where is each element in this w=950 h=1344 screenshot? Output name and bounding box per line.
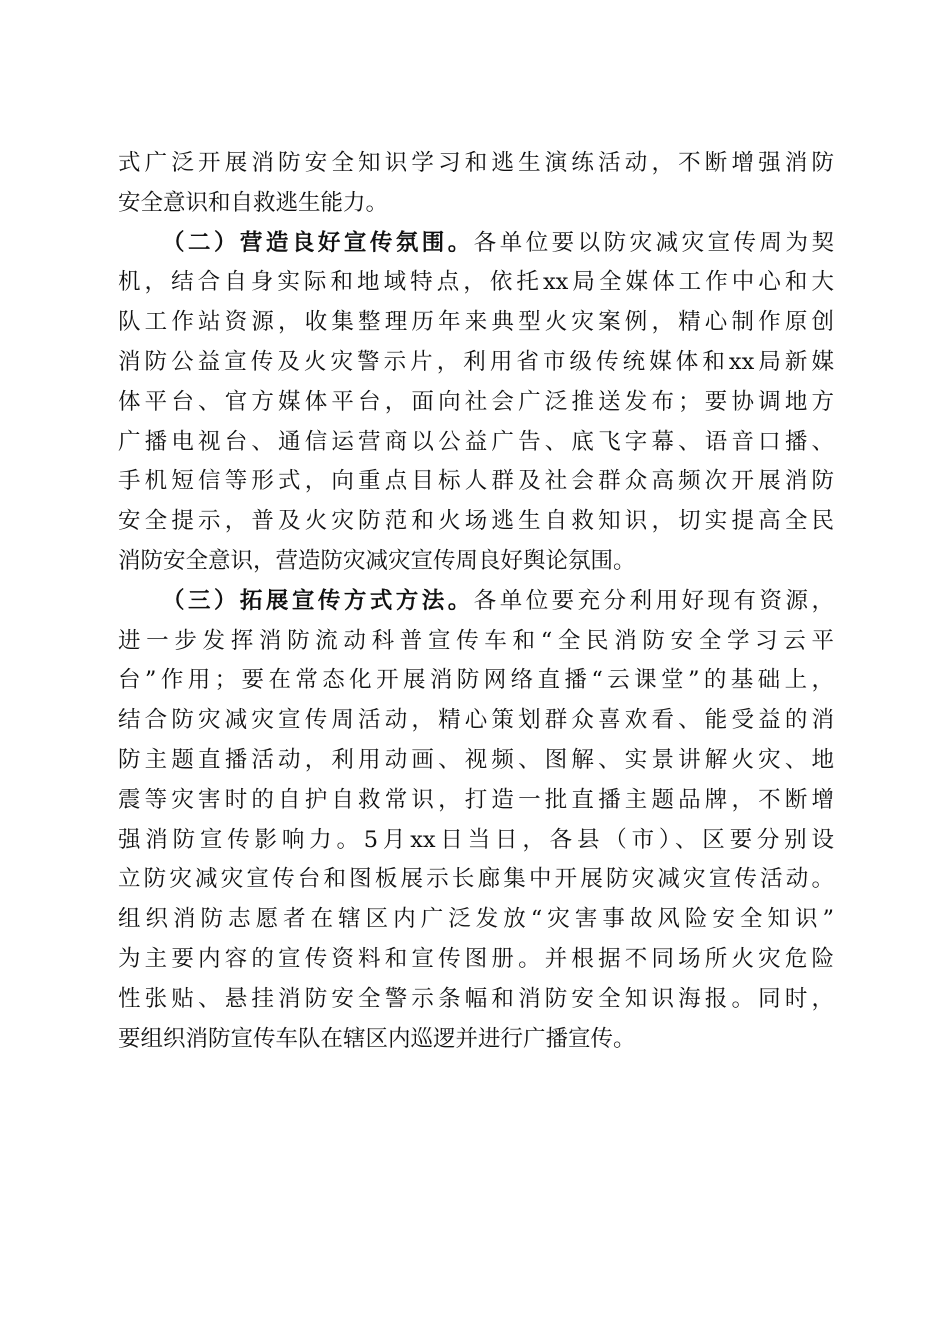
text-line: 性张贴、悬挂消防安全警示条幅和消防安全知识海报。同时， <box>118 985 834 1012</box>
text-run: 各单位要以防灾减灾宣传周为契 <box>473 229 834 256</box>
text-line: 结合防灾减灾宣传周活动，精心策划群众喜欢看、能受益的消 <box>118 707 834 734</box>
paragraph-section-3 <box>118 582 834 1060</box>
text-line: 震等灾害时的自护自救常识，打造一批直播主题品牌，不断增 <box>118 786 834 813</box>
text-line: 机，结合自身实际和地域特点，依托xx局全媒体工作中心和大 <box>118 269 834 296</box>
text-line-first <box>118 224 834 264</box>
section-heading: （三）拓展宣传方式方法。 <box>162 587 474 614</box>
text-line: 立防灾减灾宣传台和图板展示长廊集中开展防灾减灾宣传活动。 <box>118 866 834 893</box>
text-line: 体平台、官方媒体平台，面向社会广泛推送发布；要协调地方 <box>118 388 834 415</box>
text-line-first <box>118 582 834 622</box>
text-line: 队工作站资源，收集整理历年来典型火灾案例，精心制作原创 <box>118 309 834 336</box>
text-line: 要组织消防宣传车队在辖区内巡逻并进行广播宣传。 <box>118 1025 636 1052</box>
text-line: 广播电视台、通信运营商以公益广告、底飞字幕、语音口播、 <box>118 428 834 455</box>
text-line: 进一步发挥消防流动科普宣传车和“全民消防安全学习云平 <box>118 627 834 654</box>
paragraph-section-2 <box>118 224 834 582</box>
text-line: 安全意识和自救逃生能力。 <box>118 189 389 216</box>
text-line: 强消防宣传影响力。5月xx日当日，各县（市）、区要分别设 <box>118 826 834 853</box>
paragraph-continuation <box>118 144 834 224</box>
text-line: 组织消防志愿者在辖区内广泛发放“灾害事故风险安全知识” <box>118 906 834 933</box>
text-line: 消防安全意识，营造防灾减灾宣传周良好舆论氛围。 <box>118 547 636 574</box>
text-line: 安全提示，普及火灾防范和火场逃生自救知识，切实提高全民 <box>118 508 834 535</box>
text-run: 各单位要充分利用好现有资源， <box>473 587 834 614</box>
text-line: 消防公益宣传及火灾警示片，利用省市级传统媒体和xx局新媒 <box>118 348 834 375</box>
text-line: 为主要内容的宣传资料和宣传图册。并根据不同场所火灾危险 <box>118 945 834 972</box>
document-page <box>118 144 834 1059</box>
text-line: 台”作用；要在常态化开展消防网络直播“云课堂”的基础上， <box>118 667 834 694</box>
text-line: 防主题直播活动，利用动画、视频、图解、实景讲解火灾、地 <box>118 746 834 773</box>
text-line: 式广泛开展消防安全知识学习和逃生演练活动，不断增强消防 <box>118 150 834 176</box>
text-line: 手机短信等形式，向重点目标人群及社会群众高频次开展消防 <box>118 468 834 495</box>
section-heading: （二）营造良好宣传氛围。 <box>162 229 474 256</box>
